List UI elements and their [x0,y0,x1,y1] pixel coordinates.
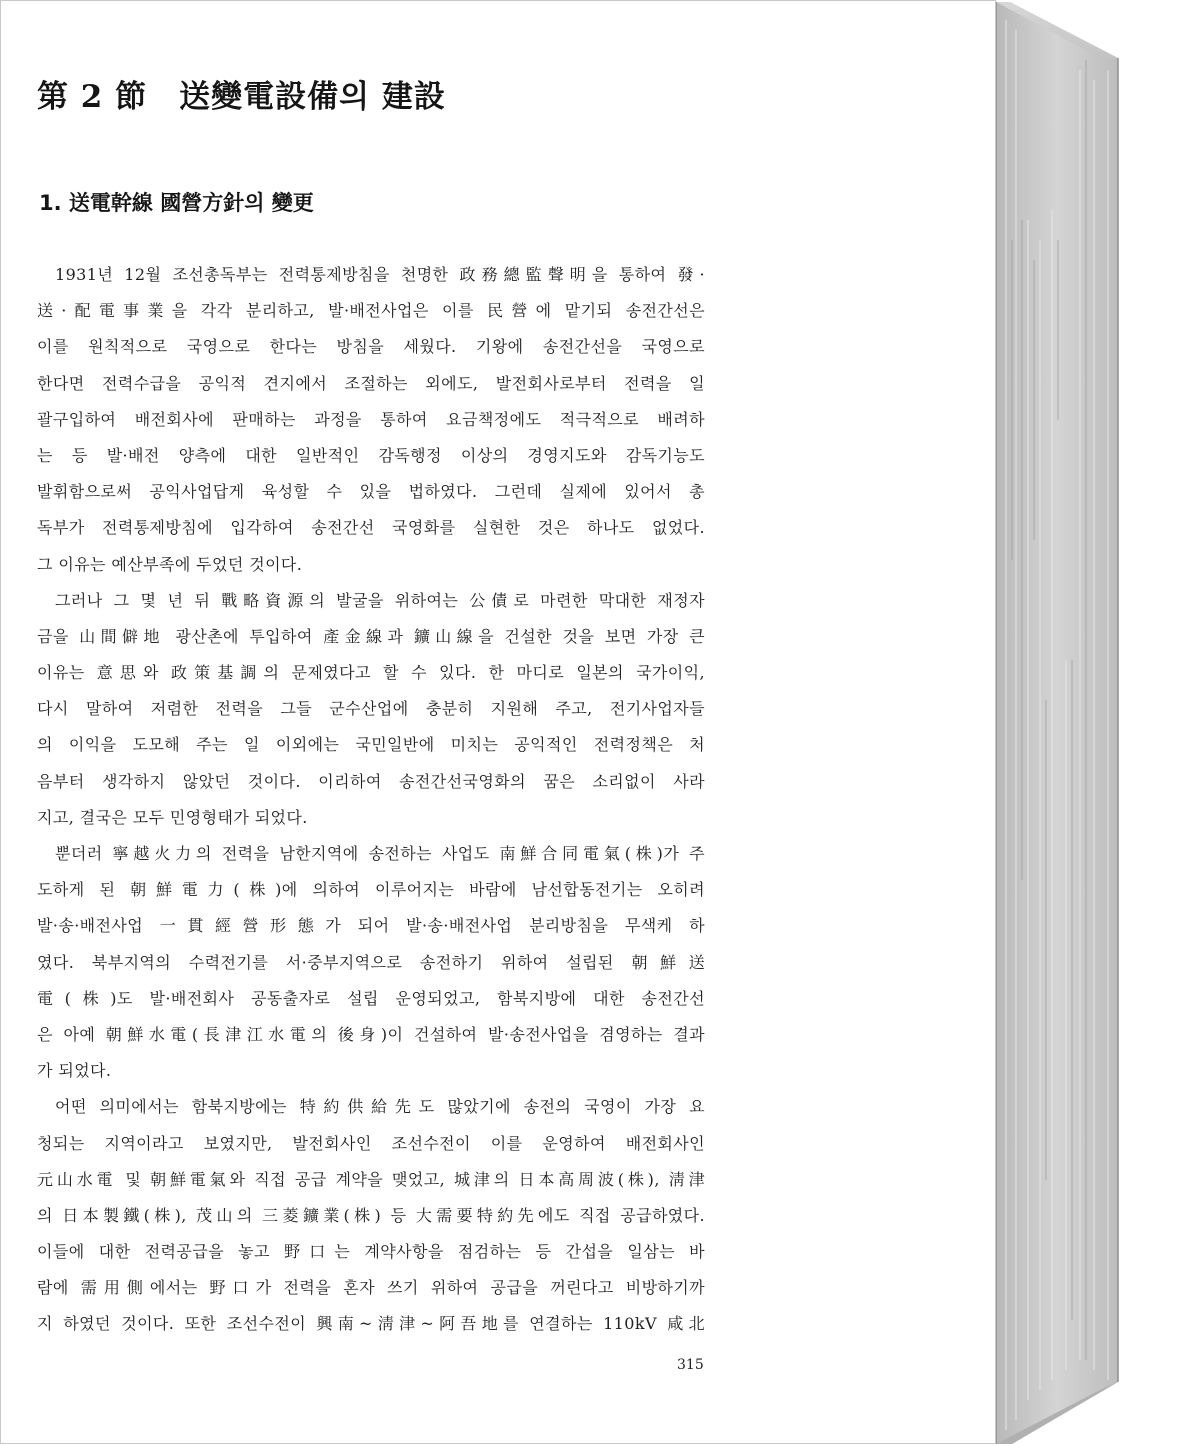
text-line: 가 되었다. [37,1061,112,1081]
body-text [37,257,705,1343]
text-line: 람에 需用側에서는 野口가 전력을 혼자 쓰기 위하여 공급을 꺼린다고 비방하기까 [37,1278,705,1298]
text-line: 送·配電事業을 각각 분리하고, 발·배전사업은 이를 民營에 맡기되 송전간선은 [37,301,705,321]
paragraph-4 [37,1089,705,1342]
text-line: 지 하였던 것이다. 또한 조선수전이 興南~淸津~阿吾地를 연결하는 110kV 咸北 [37,1314,705,1334]
text-line: 다시 말하여 저렴한 전력을 그들 군수산업에 충분히 지원해 주고, 전기사업자들 [37,699,705,719]
text-line: 그러나 그 몇 년 뒤 戰略資源의 발굴을 위하여는 公債로 마련한 막대한 재정자 [55,590,705,610]
text-line: 한다면 전력수급을 공익적 견지에서 조절하는 외에도, 발전회사로부터 전력을 일 [37,373,705,393]
text-line: 음부터 생각하지 않았던 것이다. 이리하여 송전간선국영화의 꿈은 소리없이 사라 [37,771,705,791]
text-line: 뿐더러 寧越火力의 전력을 남한지역에 송전하는 사업도 南鮮合同電氣(株)가 주 [55,844,705,863]
text-line: 그 이유는 예산부족에 두었던 것이다. [37,554,303,574]
text-line: 지고, 결국은 모두 민영형태가 되었다. [37,807,308,827]
text-line: 도하게 된 朝鮮電力(株)에 의하여 이루어지는 바람에 남선합동전기는 오히려 [37,880,705,900]
text-line: 였다. 북부지역의 수력전기를 서·중부지역으로 송전하기 위하여 설립된 朝鮮送 [37,952,705,972]
text-line: 괄구입하여 배전회사에 판매하는 과정을 통하여 요금책정에도 적극적으로 배려하 [37,409,705,429]
text-line: 청되는 지역이라고 보였지만, 발전회사인 조선수전이 이를 운영하여 배전회사인 [37,1133,705,1153]
text-line: 이유는 意思와 政策基調의 문제였다고 할 수 있다. 한 마디로 일본의 국가이익, [37,663,705,683]
page-number: 315 [677,1357,704,1373]
paragraph-2 [37,583,705,836]
text-line: 電(株)도 발·배전회사 공동출자로 설립 운영되었고, 함북지방에 대한 송전간선 [37,988,705,1008]
text-line: 1931년 12월 조선총독부는 전력통제방침을 천명한 政務總監聲明을 통하여 發· [55,265,705,284]
paragraph-3 [37,836,705,1089]
text-line: 의 이익을 도모해 주는 일 이외에는 국민일반에 미치는 공익적인 전력정책은 처 [37,735,705,755]
text-line: 이를 원칙적으로 국영으로 한다는 방침을 세웠다. 기왕에 송전간선을 국영으로 [37,337,705,357]
text-line: 은 아예 朝鮮水電(長津江水電의 後身)이 건설하여 발·송전사업을 겸영하는 결과 [37,1024,705,1044]
text-line: 의 日本製鐵(株), 茂山의 三菱鑛業(株) 등 大需要特約先에도 직접 공급하였다. [37,1205,705,1225]
text-line: 발휘함으로써 공익사업답게 육성할 수 있을 법하였다. 그런데 실제에 있어서 총 [37,482,705,502]
text-line: 독부가 전력통제방침에 입각하여 송전간선 국영화를 실현한 것은 하나도 없었다. [37,518,705,538]
text-line: 元山水電 및 朝鮮電氣와 직접 공급 계약을 맺었고, 城津의 日本高周波(株), 淸津 [37,1169,705,1189]
text-line: 이들에 대한 전력공급을 놓고 野口는 계약사항을 점검하는 등 간섭을 일삼는 바 [37,1242,705,1262]
paragraph-1 [37,257,705,583]
text-line: 금을 山間僻地 광산촌에 투입하여 產金線과 鑛山線을 건설한 것을 보면 가장 큰 [37,626,705,646]
text-line: 는 등 발·배전 양측에 대한 일반적인 감독행정 이상의 경영지도와 감독기능도 [37,445,705,465]
text-line: 발·송·배전사업 一貫經營形態가 되어 발·송·배전사업 분리방침을 무색케 하 [37,916,705,936]
chapter-title: 第 2 節 送變電設備의 建設 [37,79,446,115]
section-title: 1. 送電幹線 國營方針의 變更 [39,191,314,215]
text-line: 어떤 의미에서는 함북지방에는 特約供給先도 많았기에 송전의 국영이 가장 요 [55,1097,705,1117]
